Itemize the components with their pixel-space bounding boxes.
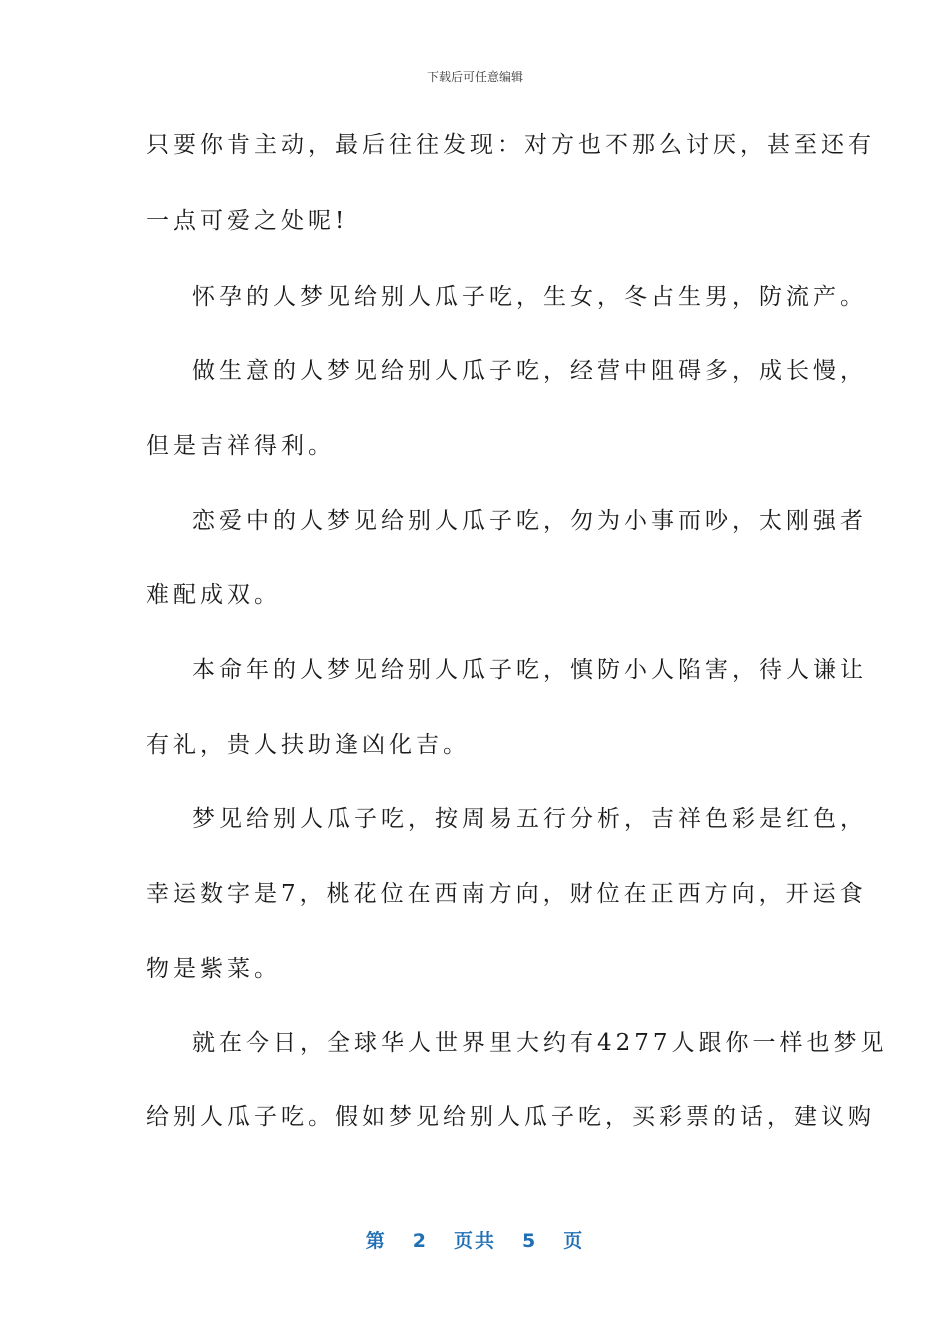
page-footer [0,1226,950,1253]
text-line: 给别人瓜子吃。假如梦见给别人瓜子吃，买彩票的话，建议购 [146,1104,875,1130]
text-line: 一点可爱之处呢! [146,208,349,234]
text-line: 有礼，贵人扶助逢凶化吉。 [146,732,470,758]
page-label-prefix: 第 [365,1230,387,1252]
current-page-number: 2 [412,1230,428,1252]
text-line: 恋爱中的人梦见给别人瓜子吃，勿为小事而吵，太刚强者 [192,508,867,534]
text-line: 就在今日，全球华人世界里大约有4277人跟你一样也梦见 [192,1030,888,1056]
text-line: 梦见给别人瓜子吃，按周易五行分析，吉祥色彩是红色， [192,806,867,832]
page-label-suffix: 页 [563,1230,585,1252]
text-line: 本命年的人梦见给别人瓜子吃，慎防小人陷害，待人谦让 [192,657,867,683]
page-label-mid: 页共 [453,1230,496,1252]
text-line: 难配成双。 [146,582,281,608]
text-line: 但是吉祥得利。 [146,433,335,459]
text-line: 物是紫菜。 [146,956,281,982]
page-header: 下载后可任意编辑 [426,70,523,84]
text-line: 只要你肯主动，最后往往发现：对方也不那么讨厌，甚至还有 [146,132,875,158]
text-line: 做生意的人梦见给别人瓜子吃，经营中阻碍多，成长慢， [192,358,867,384]
text-line: 幸运数字是7，桃花位在西南方向，财位在正西方向，开运食 [146,881,867,907]
text-line: 怀孕的人梦见给别人瓜子吃，生女，冬占生男，防流产。 [192,284,867,310]
total-pages-number: 5 [522,1230,538,1252]
